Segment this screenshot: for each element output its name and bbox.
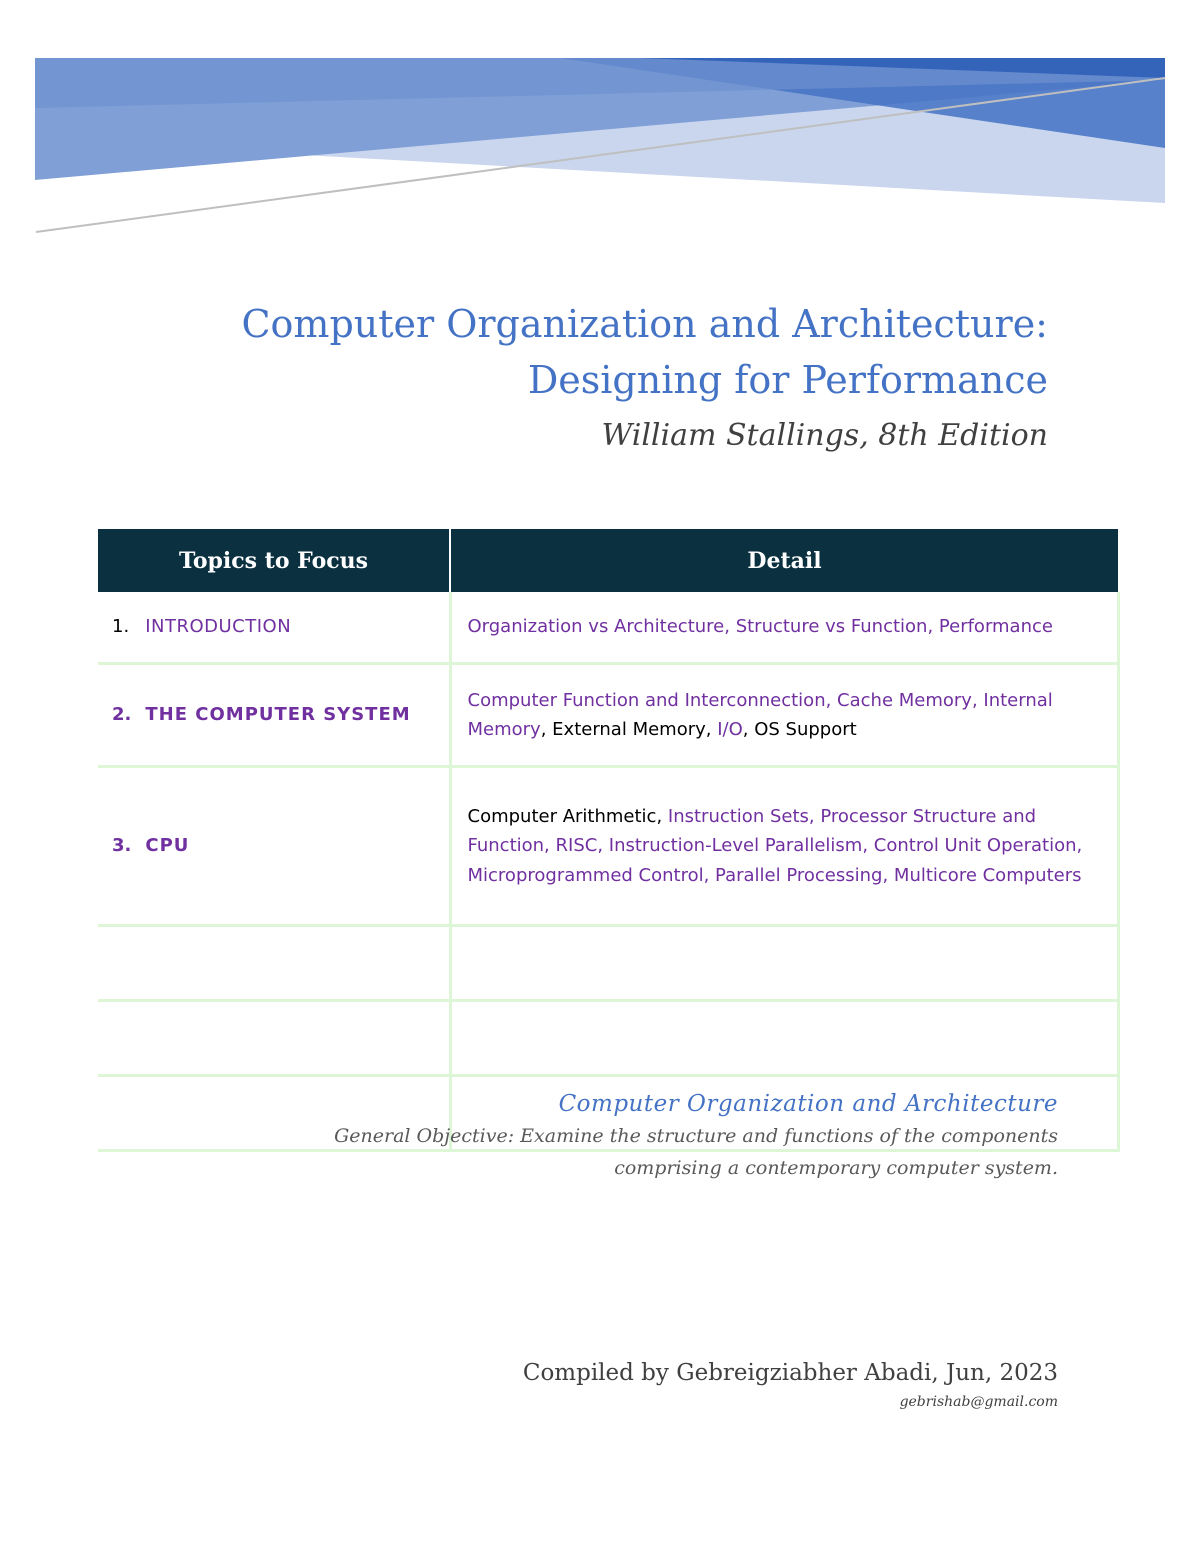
- compiled-by-block: [523, 1356, 1058, 1414]
- table-row: [98, 664, 1118, 767]
- author-email: gebrishab@gmail.com: [899, 1394, 1058, 1410]
- objective-line-2: comprising a contemporary computer system.: [614, 1157, 1058, 1179]
- topic-label: CPU: [145, 835, 190, 857]
- detail-cell: [450, 664, 1118, 767]
- table-row: [98, 1001, 1118, 1076]
- compiled-by: Compiled by Gebreigziabher Abadi, Jun, 2023: [522, 1360, 1058, 1386]
- topic-number: 1.: [112, 616, 130, 638]
- empty-cell: [450, 926, 1118, 1001]
- course-objective: [334, 1088, 1058, 1184]
- main-title-line-1: Computer Organization and Architecture:: [241, 302, 1048, 346]
- topic-number: 2.: [112, 704, 132, 726]
- header-banner: [0, 0, 1200, 260]
- header-detail: Detail: [450, 529, 1118, 592]
- detail-text: Organization vs Architecture, Structure vs Function, Performance: [467, 616, 1053, 638]
- header-topics: Topics to Focus: [98, 529, 450, 592]
- detail-text: I/O: [717, 719, 743, 740]
- table-row: [98, 926, 1118, 1001]
- topic-label: THE COMPUTER SYSTEM: [145, 704, 411, 726]
- topics-table: [98, 529, 1120, 1152]
- detail-text: Instruction Sets, Processor Structure and Function, RISC, Instruction-Level Parallelism, Control Unit Operation, Microprogrammed Control, Parallel Processing, Multicore Computers: [467, 805, 1083, 886]
- topic-number: 3.: [112, 835, 132, 857]
- table-row: [98, 767, 1118, 926]
- table-row: [98, 592, 1118, 664]
- table-header-row: [98, 529, 1118, 592]
- empty-cell: [98, 1001, 450, 1076]
- empty-cell: [450, 1001, 1118, 1076]
- book-author-edition: William Stallings, 8th Edition: [601, 418, 1048, 453]
- main-title-line-2: Designing for Performance: [527, 358, 1048, 402]
- detail-cell: [450, 592, 1118, 664]
- title-block: [241, 296, 1048, 453]
- topic-cell: [98, 767, 450, 926]
- detail-text: Computer Arithmetic,: [467, 805, 668, 827]
- topic-cell: [98, 592, 450, 664]
- empty-cell: [98, 926, 450, 1001]
- course-title: Computer Organization and Architecture: [558, 1091, 1058, 1117]
- detail-text: , OS Support: [742, 719, 857, 740]
- topic-label: INTRODUCTION: [145, 616, 292, 638]
- objective-line-1: General Objective: Examine the structure and functions of the components: [334, 1125, 1058, 1147]
- detail-cell: [450, 767, 1118, 926]
- detail-text: Computer Function and Interconnection, Cache Memory, Internal Memory: [467, 689, 1053, 740]
- topic-cell: [98, 664, 450, 767]
- detail-text: , External Memory,: [540, 719, 718, 740]
